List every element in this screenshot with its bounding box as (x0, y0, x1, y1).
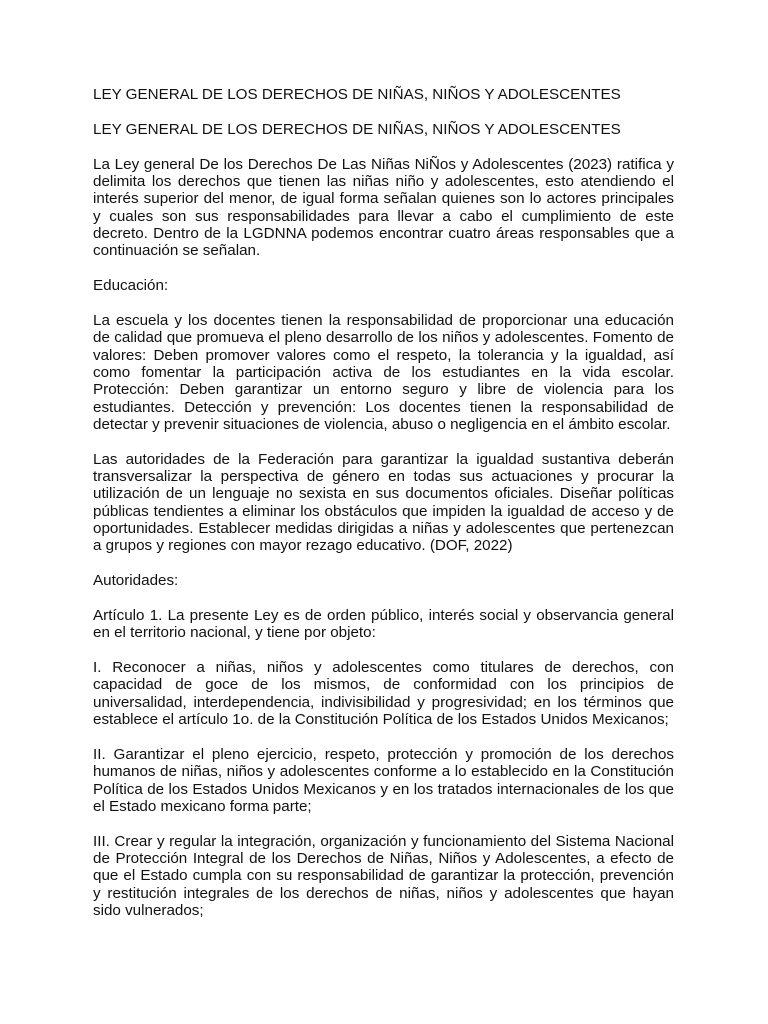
article-1-paragraph: Artículo 1. La presente Ley es de orden público, interés social y observancia general en el territorio nacional, y tiene por objeto: (93, 606, 674, 642)
document-title: LEY GENERAL DE LOS DERECHOS DE NIÑAS, NIÑOS Y ADOLESCENTES (93, 86, 621, 103)
section-heading-education: Educación: (93, 277, 169, 295)
education-paragraph: La escuela y los docentes tienen la responsabilidad de proporcionar una educación de calidad que promueva el pleno desarrollo de los niños y adolescentes. Fomento de valores: Deben promover valores como el respeto, la tolerancia y la igualdad, así como fomentar la participación activa de los estudiantes en la vida escolar. Protección: Deben garantizar un entorno seguro y libre de violencia para los estudiantes. Detección y prevención: Los docentes tienen la responsabilidad de detectar y prevenir situaciones de violencia, abuso o negligencia en el ámbito escolar. (93, 312, 674, 433)
section-heading-authorities: Autoridades: (93, 572, 179, 590)
document-body (93, 86, 674, 937)
federation-paragraph: Las autoridades de la Federación para garantizar la igualdad sustantiva deberán transversalizar la perspectiva de género en todas sus actuaciones y procurar la utilización de un lenguaje no sexista en sus documentos oficiales. Diseñar políticas públicas tendientes a eliminar los obstáculos que impiden la igualdad de acceso y de oportunidades. Establecer medidas dirigidas a niñas y adolescentes que pertenezcan a grupos y regiones con mayor rezago educativo. (DOF, 2022) (93, 450, 674, 555)
document-subtitle: LEY GENERAL DE LOS DERECHOS DE NIÑAS, NIÑOS Y ADOLESCENTES (93, 120, 621, 138)
fraction-iii-paragraph: III. Crear y regular la integración, organización y funcionamiento del Sistema Nacional de Protección Integral de los Derechos de Niñas, Niños y Adolescentes, a efecto de que el Estado cumpla con su responsabilidad de garantizar la protección, prevención y restitución integrales de los derechos de niñas, niños y adolescentes que hayan sido vulnerados; (93, 832, 674, 919)
fraction-ii-paragraph: II. Garantizar el pleno ejercicio, respeto, protección y promoción de los derechos humanos de niñas, niños y adolescentes conforme a lo establecido en la Constitución Política de los Estados Unidos Mexicanos y en los tratados internacionales de los que el Estado mexicano forma parte; (93, 745, 674, 815)
intro-paragraph: La Ley general De los Derechos De Las Niñas NiÑos y Adolescentes (2023) ratifica y delimita los derechos que tienen las niñas niño y adolescentes, esto atendiendo el interés superior del menor, de igual forma señalan quienes son lo actores principales y cuales son sus responsabilidades para llevar a cabo el cumplimiento de este decreto. Dentro de la LGDNNA podemos encontrar cuatro áreas responsables que a continuación se señalan. (93, 155, 674, 260)
fraction-i-paragraph: I. Reconocer a niñas, niños y adolescentes como titulares de derechos, con capacidad de goce de los mismos, de conformidad con los principios de universalidad, interdependencia, indivisibilidad y progresividad; en los términos que establece el artículo 1o. de la Constitución Política de los Estados Unidos Mexicanos; (93, 659, 674, 729)
